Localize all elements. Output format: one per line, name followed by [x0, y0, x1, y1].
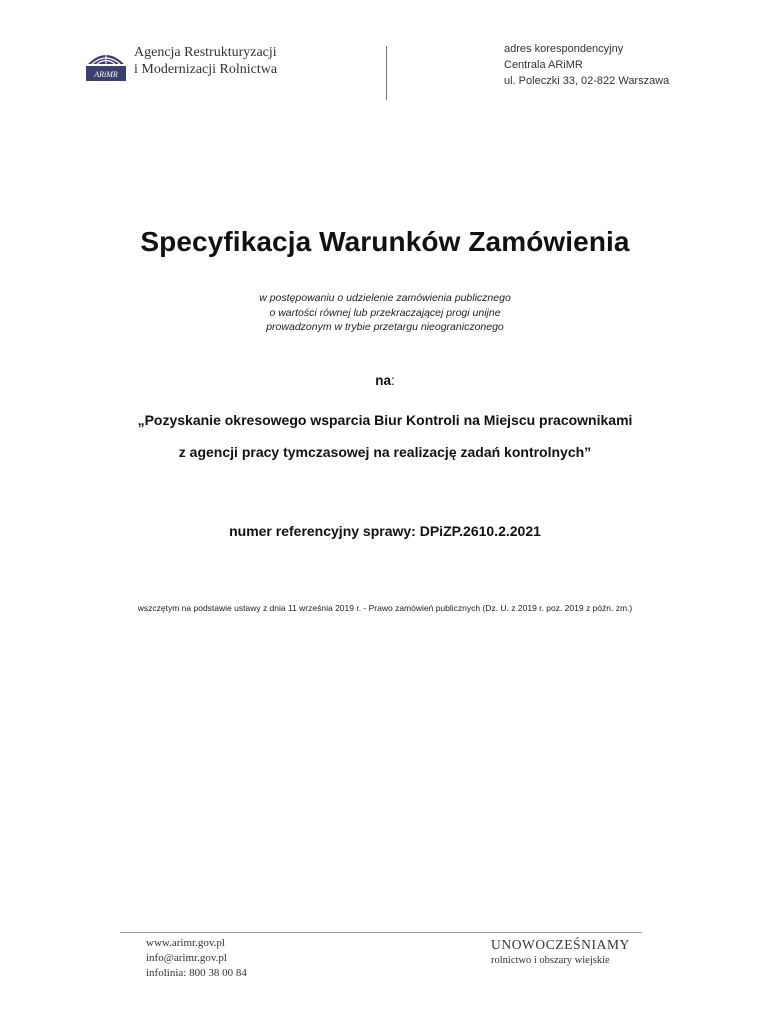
agency-name [134, 44, 277, 78]
arimr-logo-icon [86, 44, 126, 81]
subtitle-line2: o wartości równej lub przekraczającej progi unijne [269, 307, 501, 319]
footer-hotline: infolinia: 800 38 00 84 [146, 967, 247, 979]
slogan-title: UNOWOCZEŚNIAMY [491, 937, 630, 952]
na-colon: : [391, 373, 395, 388]
legal-basis: wszczętym na podstawie ustawy z dnia 11 września 2019 r. - Prawo zamówień publicznych (Dz. U. z 2019 r. poz. 2019 z późn. zm.) [137, 603, 633, 613]
subtitle-line1: w postępowaniu o udzielenie zamówienia publicznego [259, 292, 511, 304]
na-label [0, 373, 770, 388]
slogan-subtitle: rolnictwo i obszary wiejskie [491, 955, 610, 966]
subject-line2: z agencji pracy tymczasowej na realizację zadań kontrolnych” [178, 444, 592, 460]
na-word: na [375, 373, 391, 388]
correspondence-address [504, 41, 669, 89]
address-label: adres korespondencyjny [504, 43, 624, 55]
footer-divider [120, 932, 642, 933]
agency-name-line1: Agencja Restrukturyzacji [134, 45, 277, 60]
subject-line1: „Pozyskanie okresowego wsparcia Biur Kontroli na Miejscu pracownikami [137, 412, 633, 428]
reference-number: numer referencyjny sprawy: DPiZP.2610.2.2021 [229, 523, 541, 539]
agency-name-line2: i Modernizacji Rolnictwa [134, 62, 278, 77]
footer-email: info@arimr.gov.pl [146, 952, 227, 964]
document-title: Specyfikacja Warunków Zamówienia [140, 226, 630, 257]
logo-wordmark: ARiMR [94, 70, 118, 79]
footer-contacts [146, 936, 247, 981]
address-street: ul. Poleczki 33, 02-822 Warszawa [504, 75, 670, 87]
header-divider [386, 46, 387, 100]
subtitle-line3: prowadzonym w trybie przetargu nieograniczonego [266, 321, 504, 333]
address-office: Centrala ARiMR [504, 59, 583, 71]
footer-website: www.arimr.gov.pl [146, 937, 225, 949]
